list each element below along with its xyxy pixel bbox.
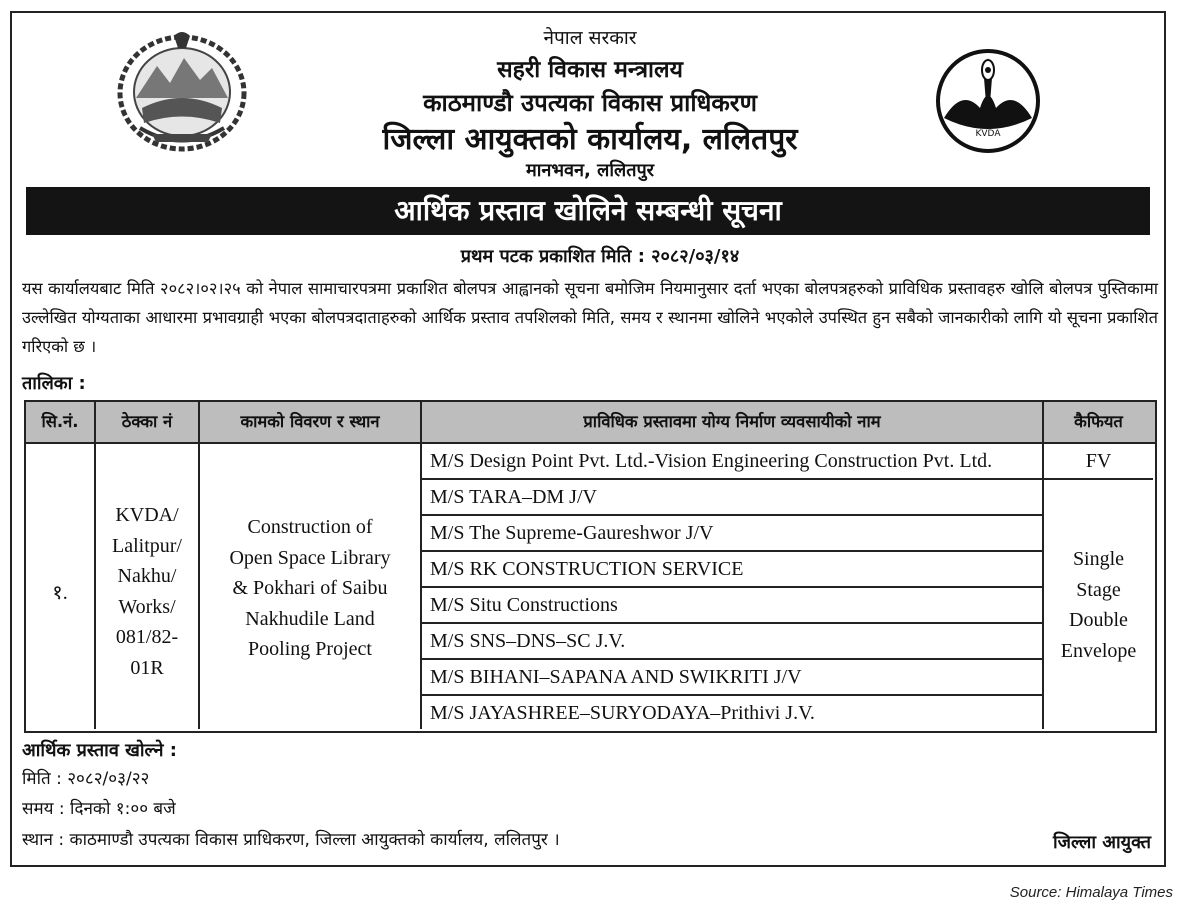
column-divider [420, 402, 422, 729]
header-description: कामको विवरण र स्थान [240, 412, 380, 431]
contractor-name: M/S Design Point Pvt. Ltd.-Vision Engineering Construction Pvt. Ltd. [430, 450, 993, 472]
contract-line: Nakhu/ [117, 565, 177, 587]
contractors-table [24, 400, 1157, 733]
contract-line: Lalitpur/ [112, 534, 182, 557]
header-ministry: सहरी विकास मन्त्रालय [497, 57, 683, 83]
notice-paragraph: यस कार्यालयबाट मिति २०८२।०२।२५ को नेपाल सामाचारपत्रमा प्रकाशित बोलपत्र आह्वानको सूचना बमोजिम नियमानुसार दर्ता भएका बोलपत्रहरुको प्राविधिक प्रस्तावहरु खोलि बोलपत्र पुस्तिकामा उल्लेखित योग्यताका आधारमा प्रभावग्राही भएका बोलपत्रदाताहरुको आर्थिक प्रस्ताव तपशिलको मिति, समय र स्थानमा खोलिने भएकोले उपस्थित हुन सबैको जानकारीको लागि यो सूचना प्रकाशित गरिएको छ । [22, 279, 1158, 356]
remark-envelope-cell [1044, 544, 1153, 666]
work-description-cell [200, 512, 420, 665]
header-serial: सि.नं. [41, 412, 79, 431]
description-line: Nakhudile Land [245, 607, 375, 630]
remark-line: Single [1072, 548, 1125, 570]
description-line: Construction of [247, 516, 373, 538]
publication-date: प्रथम पटक प्रकाशित मिति : २०८२/०३/१४ [460, 246, 740, 267]
header-address: मानभवन, ललितपुर [525, 160, 655, 181]
kvda-logo-text: KVDA [975, 129, 1001, 139]
header-government: नेपाल सरकार [543, 27, 637, 49]
remark-line: Stage [1076, 578, 1121, 601]
contractor-name: M/S Situ Constructions [430, 594, 618, 616]
contract-line: Works/ [118, 595, 176, 618]
table-header-row [26, 402, 1155, 444]
contractor-name: M/S TARA–DM J/V [430, 486, 597, 508]
contract-number-cell [96, 500, 198, 683]
contractor-name: M/S The Supreme-Gaureshwor J/V [430, 522, 714, 544]
signature: जिल्ला आयुक्त [1052, 832, 1151, 853]
remark-fv: FV [1085, 450, 1112, 472]
contractor-name: M/S BIHANI–SAPANA AND SWIKRITI J/V [430, 666, 802, 688]
description-line: & Pokhari of Saibu [232, 577, 388, 599]
opening-date: मिति : २०८२/०३/२२ [22, 769, 150, 789]
opening-title: आर्थिक प्रस्ताव खोल्ने : [22, 740, 177, 761]
opening-place: स्थान : काठमाण्डौ उपत्यका विकास प्राधिकरण, जिल्ला आयुक्तको कार्यालय, ललितपुर । [22, 830, 560, 850]
contract-line: 01R [130, 656, 164, 679]
serial-number: १. [52, 582, 68, 604]
table-label: तालिका : [22, 373, 86, 394]
description-line: Open Space Library [229, 546, 391, 569]
opening-time: समय : दिनको १:०० बजे [22, 799, 176, 819]
contractor-name: M/S SNS–DNS–SC J.V. [430, 630, 626, 652]
remark-line: Envelope [1060, 639, 1137, 662]
header-contractor-name: प्राविधिक प्रस्तावमा योग्य निर्माण व्यवसायीको नाम [583, 412, 881, 431]
contract-line: 081/82- [115, 626, 179, 648]
remark-line: Double [1069, 609, 1128, 631]
contract-line: KVDA/ [115, 504, 179, 526]
contractor-name: M/S RK CONSTRUCTION SERVICE [430, 558, 744, 580]
contractor-name: M/S JAYASHREE–SURYODAYA–Prithivi J.V. [430, 702, 815, 724]
header-authority: काठमाण्डौ उपत्यका विकास प्राधिकरण [423, 89, 757, 117]
header-office: जिल्ला आयुक्तको कार्यालय, ललितपुर [382, 122, 798, 157]
header-remarks: कैफियत [1074, 412, 1123, 431]
notice-title-banner: आर्थिक प्रस्ताव खोलिने सम्बन्धी सूचना [26, 187, 1150, 235]
kvda-logo-icon [922, 48, 1054, 154]
header-contract-no: ठेक्का नं [121, 412, 173, 431]
description-line: Pooling Project [248, 638, 372, 660]
source-credit: Source: Himalaya Times [1009, 884, 1173, 901]
nepal-emblem-icon [112, 28, 252, 153]
